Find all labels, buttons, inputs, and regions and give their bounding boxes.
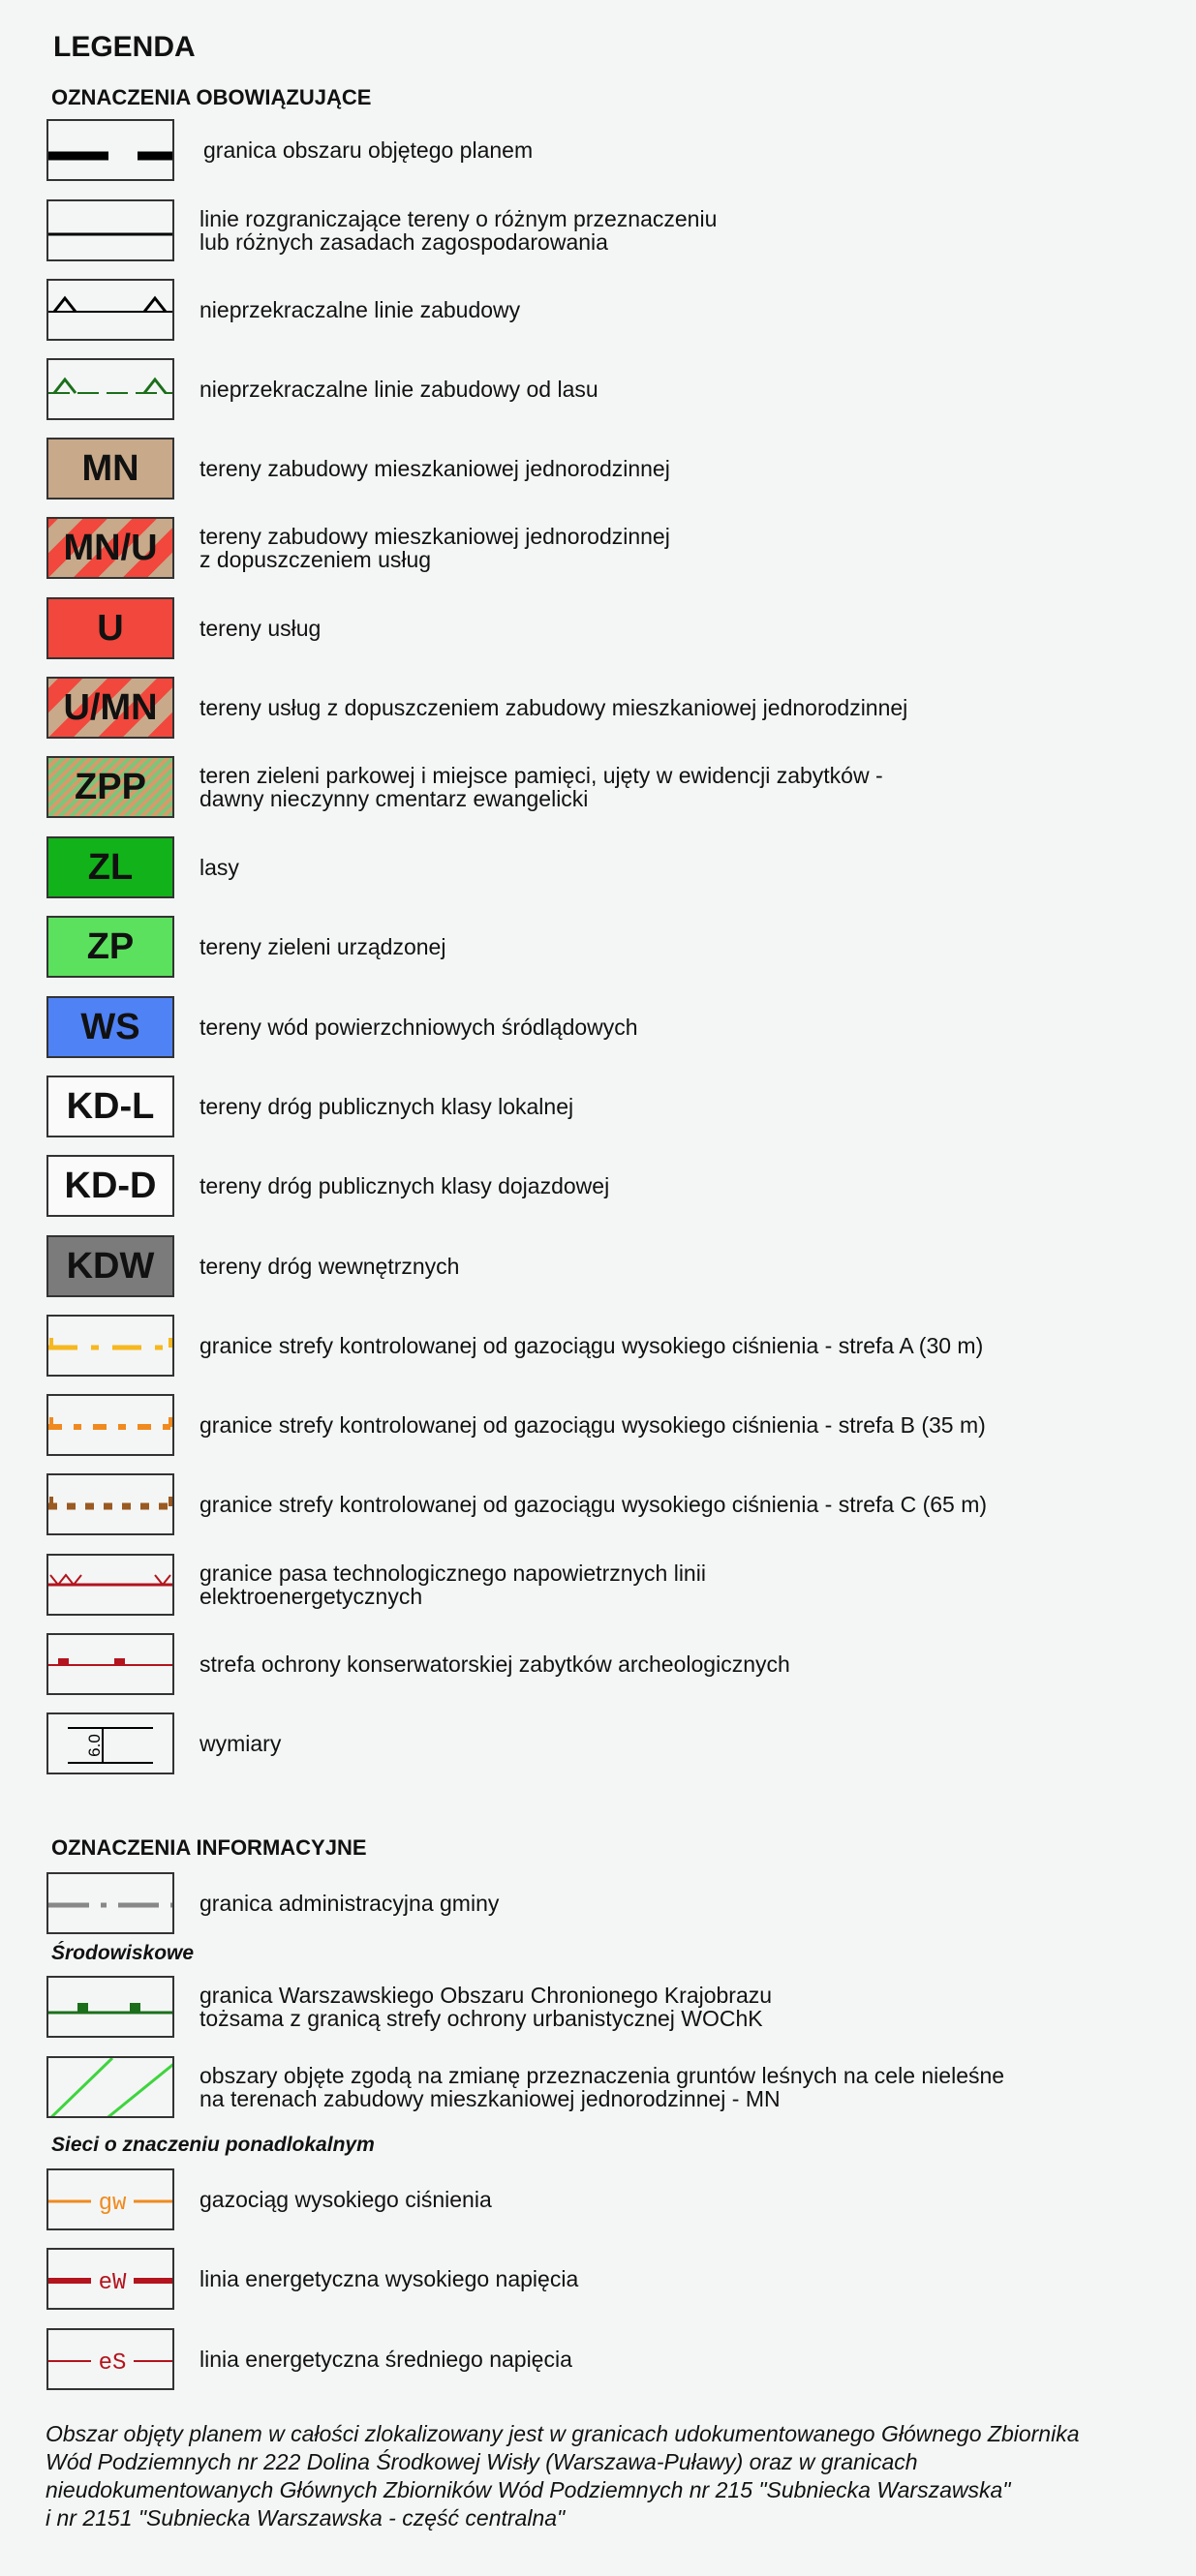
- legend-label-line2: elektroenergetycznych: [199, 1584, 423, 1609]
- legend-item-gas-pipeline: [46, 2168, 1189, 2234]
- legend-item-gas-zone-b: [46, 1394, 1189, 1460]
- zone-code: U/MN: [63, 686, 158, 728]
- legend-item-zpp: [46, 756, 1189, 822]
- legend-label: tereny wód powierzchniowych śródlądowych: [199, 1015, 638, 1040]
- zone-code: KD-L: [66, 1085, 155, 1127]
- footnote-line: i nr 2151 "Subniecka Warszawska - część centralna": [46, 2505, 566, 2531]
- u-symbol: [46, 597, 174, 659]
- legend-label: granica administracyjna gminy: [199, 1891, 500, 1916]
- section-heading-info: OZNACZENIA INFORMACYJNE: [51, 1835, 367, 1860]
- legend-label: wymiary: [199, 1731, 282, 1756]
- power-belt-symbol: [46, 1554, 174, 1616]
- legend-item-building-lines: [46, 279, 1189, 345]
- gas-zone-a-symbol: [46, 1315, 174, 1377]
- legend-label: granica Warszawskiego Obszaru Chronionego Krajobrazu: [199, 1983, 773, 2008]
- zl-symbol: [46, 836, 174, 898]
- high-voltage-symbol: [46, 2248, 174, 2310]
- gas-zone-c-symbol: [46, 1473, 174, 1535]
- forest-conversion-symbol: [46, 2056, 174, 2118]
- legend-label: granice pasa technologicznego napowietrznych linii: [199, 1561, 706, 1586]
- legend-item-gas-zone-c: [46, 1473, 1189, 1539]
- legend-label-line2: dawny nieczynny cmentarz ewangelicki: [199, 786, 589, 811]
- legend-label: tereny zabudowy mieszkaniowej jednorodzinnej: [199, 456, 670, 481]
- zpp-symbol: [46, 756, 174, 818]
- legend-label: granica obszaru objętego planem: [203, 137, 534, 163]
- legend-item-forest-conversion: [46, 2056, 1189, 2122]
- dimension-value: 6.0: [85, 1734, 104, 1757]
- zone-code: KD-D: [64, 1165, 157, 1206]
- footnote-line: Obszar objęty planem w całości zlokalizowany jest w granicach udokumentowanego Głównego Zbiornika: [46, 2421, 1080, 2446]
- legend-label: lasy: [199, 855, 239, 880]
- legend-item-kd-l: [46, 1076, 1189, 1141]
- legend-label: tereny usług z dopuszczeniem zabudowy mieszkaniowej jednorodzinnej: [199, 695, 908, 720]
- legend-item-forest-building-lines: [46, 358, 1189, 424]
- legend-item-dividing-lines: [46, 199, 1189, 265]
- section-heading-mandatory: OZNACZENIA OBOWIĄZUJĄCE: [51, 85, 372, 109]
- legend-label: gazociąg wysokiego ciśnienia: [199, 2187, 492, 2212]
- legend-item-ws: [46, 996, 1189, 1062]
- legend-item-kdw: [46, 1235, 1189, 1301]
- ws-symbol: [46, 996, 174, 1058]
- legend-label: strefa ochrony konserwatorskiej zabytków archeologicznych: [199, 1652, 790, 1677]
- archaeology-zone-symbol: [46, 1633, 174, 1695]
- zone-code: KDW: [66, 1245, 155, 1287]
- building-line-symbol: [46, 279, 174, 341]
- legend-item-dimensions: [46, 1712, 1189, 1778]
- zone-code: MN/U: [63, 527, 158, 568]
- legend-item-zl: [46, 836, 1189, 902]
- legend-label: teren zieleni parkowej i miejsce pamięci, ujęty w ewidencji zabytków -: [199, 763, 883, 788]
- footnote-line: Wód Podziemnych nr 222 Dolina Środkowej Wisły (Warszawa-Puławy) oraz w granicach: [46, 2449, 918, 2474]
- zp-symbol: [46, 916, 174, 978]
- kdw-symbol: [46, 1235, 174, 1297]
- legend-item-zp: [46, 916, 1189, 982]
- legend-label: tereny zabudowy mieszkaniowej jednorodzinnej: [199, 524, 670, 549]
- mn-u-symbol: [46, 517, 174, 579]
- zone-code: U: [97, 607, 124, 649]
- legend-label: tereny dróg wewnętrznych: [199, 1254, 460, 1279]
- legend-item-kd-d: [46, 1155, 1189, 1221]
- mn-symbol: [46, 438, 174, 500]
- legend-item-wochk-boundary: [46, 1976, 1189, 2042]
- legend-item-admin-boundary: [46, 1872, 1189, 1938]
- legend-label: nieprzekraczalne linie zabudowy od lasu: [199, 377, 598, 402]
- legend-item-u: [46, 597, 1189, 663]
- legend-item-u-mn: [46, 677, 1189, 742]
- high-voltage-code: eW: [98, 2270, 127, 2296]
- legend-item-plan-boundary: [46, 119, 1189, 185]
- legend-item-mn-u: [46, 517, 1189, 583]
- zone-code: WS: [80, 1006, 140, 1047]
- legend-label: tereny dróg publicznych klasy dojazdowej: [199, 1173, 610, 1198]
- legend-label: granice strefy kontrolowanej od gazociągu wysokiego ciśnienia - strefa A (30 m): [199, 1333, 984, 1358]
- legend-item-power-belt: [46, 1554, 1189, 1620]
- medium-voltage-symbol: [46, 2328, 174, 2390]
- legend-item-mn: [46, 438, 1189, 503]
- legend-label: obszary objęte zgodą na zmianę przeznaczenia gruntów leśnych na cele nieleśne: [199, 2063, 1005, 2088]
- admin-boundary-symbol: [46, 1872, 174, 1934]
- u-mn-symbol: [46, 677, 174, 739]
- gas-pipeline-code: gw: [98, 2191, 127, 2217]
- footnote-line: nieudokumentowanych Głównych Zbiorników Wód Podziemnych nr 215 "Subniecka Warszawska": [46, 2477, 1011, 2502]
- subsection-heading-networks: Sieci o znaczeniu ponadlokalnym: [51, 2134, 375, 2156]
- wochk-boundary-symbol: [46, 1976, 174, 2038]
- legend-label: tereny dróg publicznych klasy lokalnej: [199, 1094, 574, 1119]
- legend-label-line2: tożsama z granicą strefy ochrony urbanistycznej WOChK: [199, 2006, 763, 2031]
- gas-pipeline-symbol: [46, 2168, 174, 2230]
- legend-item-archaeology-zone: [46, 1633, 1189, 1699]
- legend-label-line2: lub różnych zasadach zagospodarowania: [199, 229, 608, 255]
- footnote: [46, 2420, 1179, 2532]
- legend-label: tereny zieleni urządzonej: [199, 934, 446, 959]
- zone-code: ZL: [87, 846, 134, 888]
- dividing-line-symbol: [46, 199, 174, 261]
- legend-label-line2: na terenach zabudowy mieszkaniowej jednorodzinnej - MN: [199, 2086, 781, 2111]
- legend-title: LEGENDA: [53, 31, 196, 63]
- legend-label: nieprzekraczalne linie zabudowy: [199, 297, 521, 322]
- legend-label: linia energetyczna wysokiego napięcia: [199, 2266, 579, 2291]
- legend-label: granice strefy kontrolowanej od gazociągu wysokiego ciśnienia - strefa C (65 m): [199, 1492, 988, 1517]
- legend-label: tereny usług: [199, 616, 322, 641]
- kd-d-symbol: [46, 1155, 174, 1217]
- legend-item-high-voltage-line: [46, 2248, 1189, 2314]
- gas-zone-b-symbol: [46, 1394, 174, 1456]
- zone-code: ZPP: [75, 766, 146, 807]
- forest-building-line-symbol: [46, 358, 174, 420]
- kd-l-symbol: [46, 1076, 174, 1137]
- zone-code: MN: [81, 447, 139, 489]
- dimension-symbol: [46, 1712, 174, 1774]
- legend-label: granice strefy kontrolowanej od gazociągu wysokiego ciśnienia - strefa B (35 m): [199, 1412, 986, 1438]
- legend-label: linia energetyczna średniego napięcia: [199, 2347, 572, 2372]
- legend-item-gas-zone-a: [46, 1315, 1189, 1380]
- legend-label: linie rozgraniczające tereny o różnym przeznaczeniu: [199, 206, 718, 231]
- legend-label-line2: z dopuszczeniem usług: [199, 547, 432, 572]
- legend-item-medium-voltage-line: [46, 2328, 1189, 2394]
- plan-boundary-symbol: [46, 119, 174, 181]
- subsection-heading-environmental: Środowiskowe: [51, 1942, 195, 1964]
- medium-voltage-code: eS: [98, 2350, 127, 2377]
- zone-code: ZP: [86, 925, 135, 967]
